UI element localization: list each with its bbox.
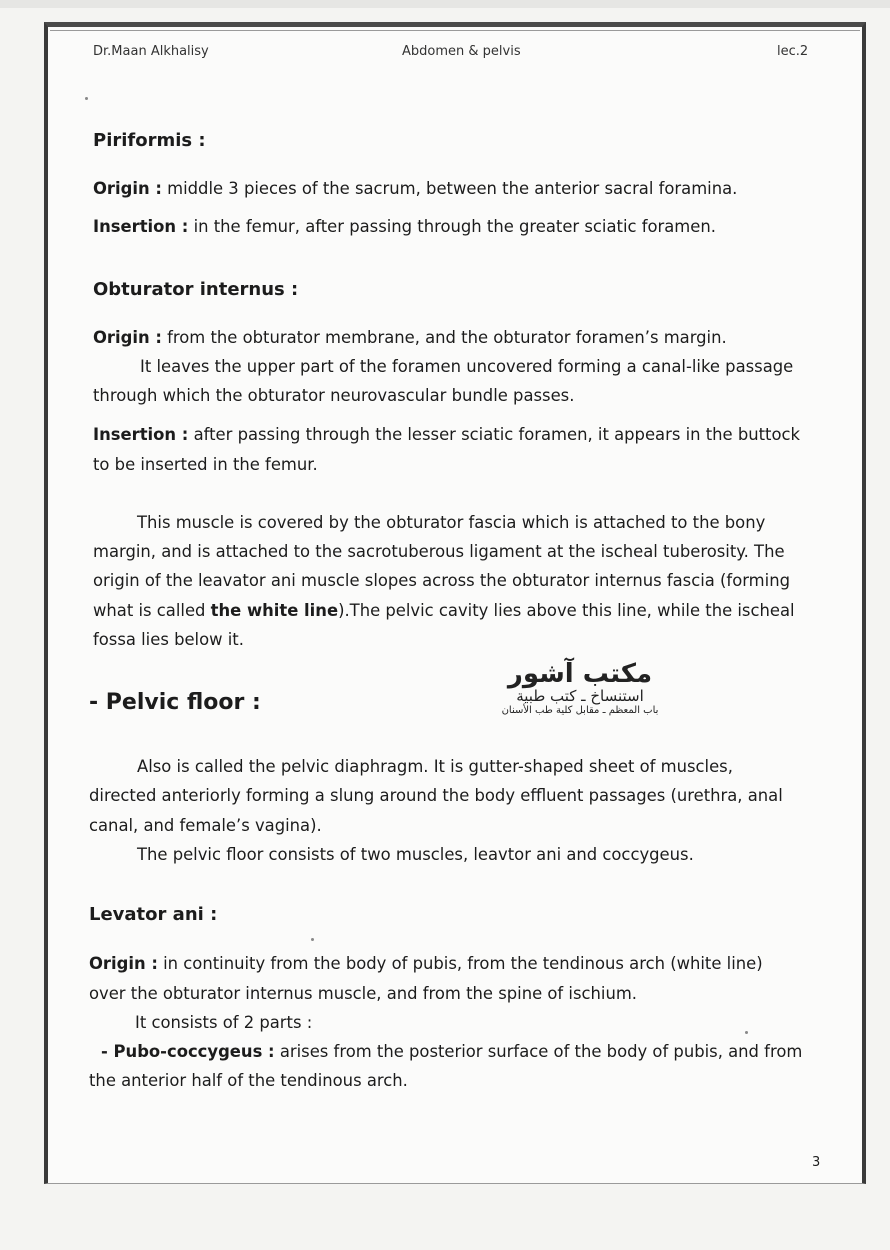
scan-speck xyxy=(311,938,314,941)
obturator-insertion xyxy=(93,425,800,445)
origin-text: from the obturator membrane, and the obturator foramen’s margin. xyxy=(161,328,727,347)
fascia-line: This muscle is covered by the obturator fascia which is attached to the bony xyxy=(137,513,766,532)
levator-line: It consists of 2 parts : xyxy=(135,1013,313,1032)
origin-label: Origin : xyxy=(93,179,162,198)
obturator-heading: Obturator internus : xyxy=(93,279,299,300)
pelvic-floor-line: The pelvic floor consists of two muscles, leavtor ani and coccygeus. xyxy=(137,845,694,864)
fascia-line: origin of the leavator ani muscle slopes across the obturator internus fascia (forming xyxy=(93,571,790,590)
pelvic-floor-line: directed anteriorly forming a slung around the body effluent passages (urethra, anal xyxy=(89,786,783,805)
header-subject: Abdomen & pelvis xyxy=(402,44,521,59)
white-line-term: the white line xyxy=(210,601,339,620)
insertion-text: in the femur, after passing through the greater sciatic foramen. xyxy=(188,217,716,236)
insertion-text: after passing through the lesser sciatic foramen, it appears in the buttock xyxy=(188,425,801,444)
pubo-coccygeus xyxy=(101,1042,802,1062)
obturator-line: through which the obturator neurovascular bundle passes. xyxy=(93,386,575,405)
frame-rule xyxy=(50,30,860,31)
scan-speck xyxy=(85,97,88,100)
levator-line: the anterior half of the tendinous arch. xyxy=(89,1071,408,1090)
pubo-text: arises from the posterior surface of the body of pubis, and from xyxy=(274,1042,803,1061)
pelvic-floor-heading: - Pelvic floor : xyxy=(89,690,261,715)
scan-edge xyxy=(0,0,890,8)
stamp-line: استنساخ ـ كتب طبية xyxy=(516,687,644,705)
origin-label: Origin : xyxy=(93,328,162,347)
piriformis-origin xyxy=(93,179,737,199)
obturator-line: to be inserted in the femur. xyxy=(93,455,318,474)
levator-line: over the obturator internus muscle, and from the spine of ischium. xyxy=(89,984,638,1003)
pubo-label: - Pubo-coccygeus : xyxy=(101,1042,275,1061)
levator-origin xyxy=(89,954,763,974)
pelvic-floor-line: Also is called the pelvic diaphragm. It is gutter-shaped sheet of muscles, xyxy=(137,757,733,776)
origin-label: Origin : xyxy=(89,954,158,973)
fascia-line: margin, and is attached to the sacrotuberous ligament at the ischeal tuberosity. The xyxy=(93,542,785,561)
insertion-label: Insertion : xyxy=(93,217,189,236)
library-stamp xyxy=(470,660,690,722)
header-lecture: lec.2 xyxy=(777,44,809,59)
origin-text: in continuity from the body of pubis, from the tendinous arch (white line) xyxy=(157,954,763,973)
fascia-text: ).The pelvic cavity lies above this line, while the ischeal xyxy=(338,601,795,620)
insertion-label: Insertion : xyxy=(93,425,189,444)
header-author: Dr.Maan Alkhalisy xyxy=(93,44,209,59)
stamp-line: مكتب آشور xyxy=(507,659,653,689)
obturator-origin xyxy=(93,328,727,348)
piriformis-heading: Piriformis : xyxy=(93,130,206,151)
stamp-line: باب المعظم ـ مقابل كلية طب الأسنان xyxy=(501,705,659,716)
fascia-text: what is called xyxy=(93,601,211,620)
fascia-line: fossa lies below it. xyxy=(93,630,244,649)
origin-text: middle 3 pieces of the sacrum, between the anterior sacral foramina. xyxy=(161,179,738,198)
fascia-line xyxy=(93,601,795,621)
scan-speck xyxy=(745,1031,748,1034)
obturator-line: It leaves the upper part of the foramen uncovered forming a canal-like passage xyxy=(140,357,794,376)
page-number: 3 xyxy=(812,1155,821,1170)
piriformis-insertion xyxy=(93,217,716,237)
levator-heading: Levator ani : xyxy=(89,904,218,925)
pelvic-floor-line: canal, and female’s vagina). xyxy=(89,816,322,835)
